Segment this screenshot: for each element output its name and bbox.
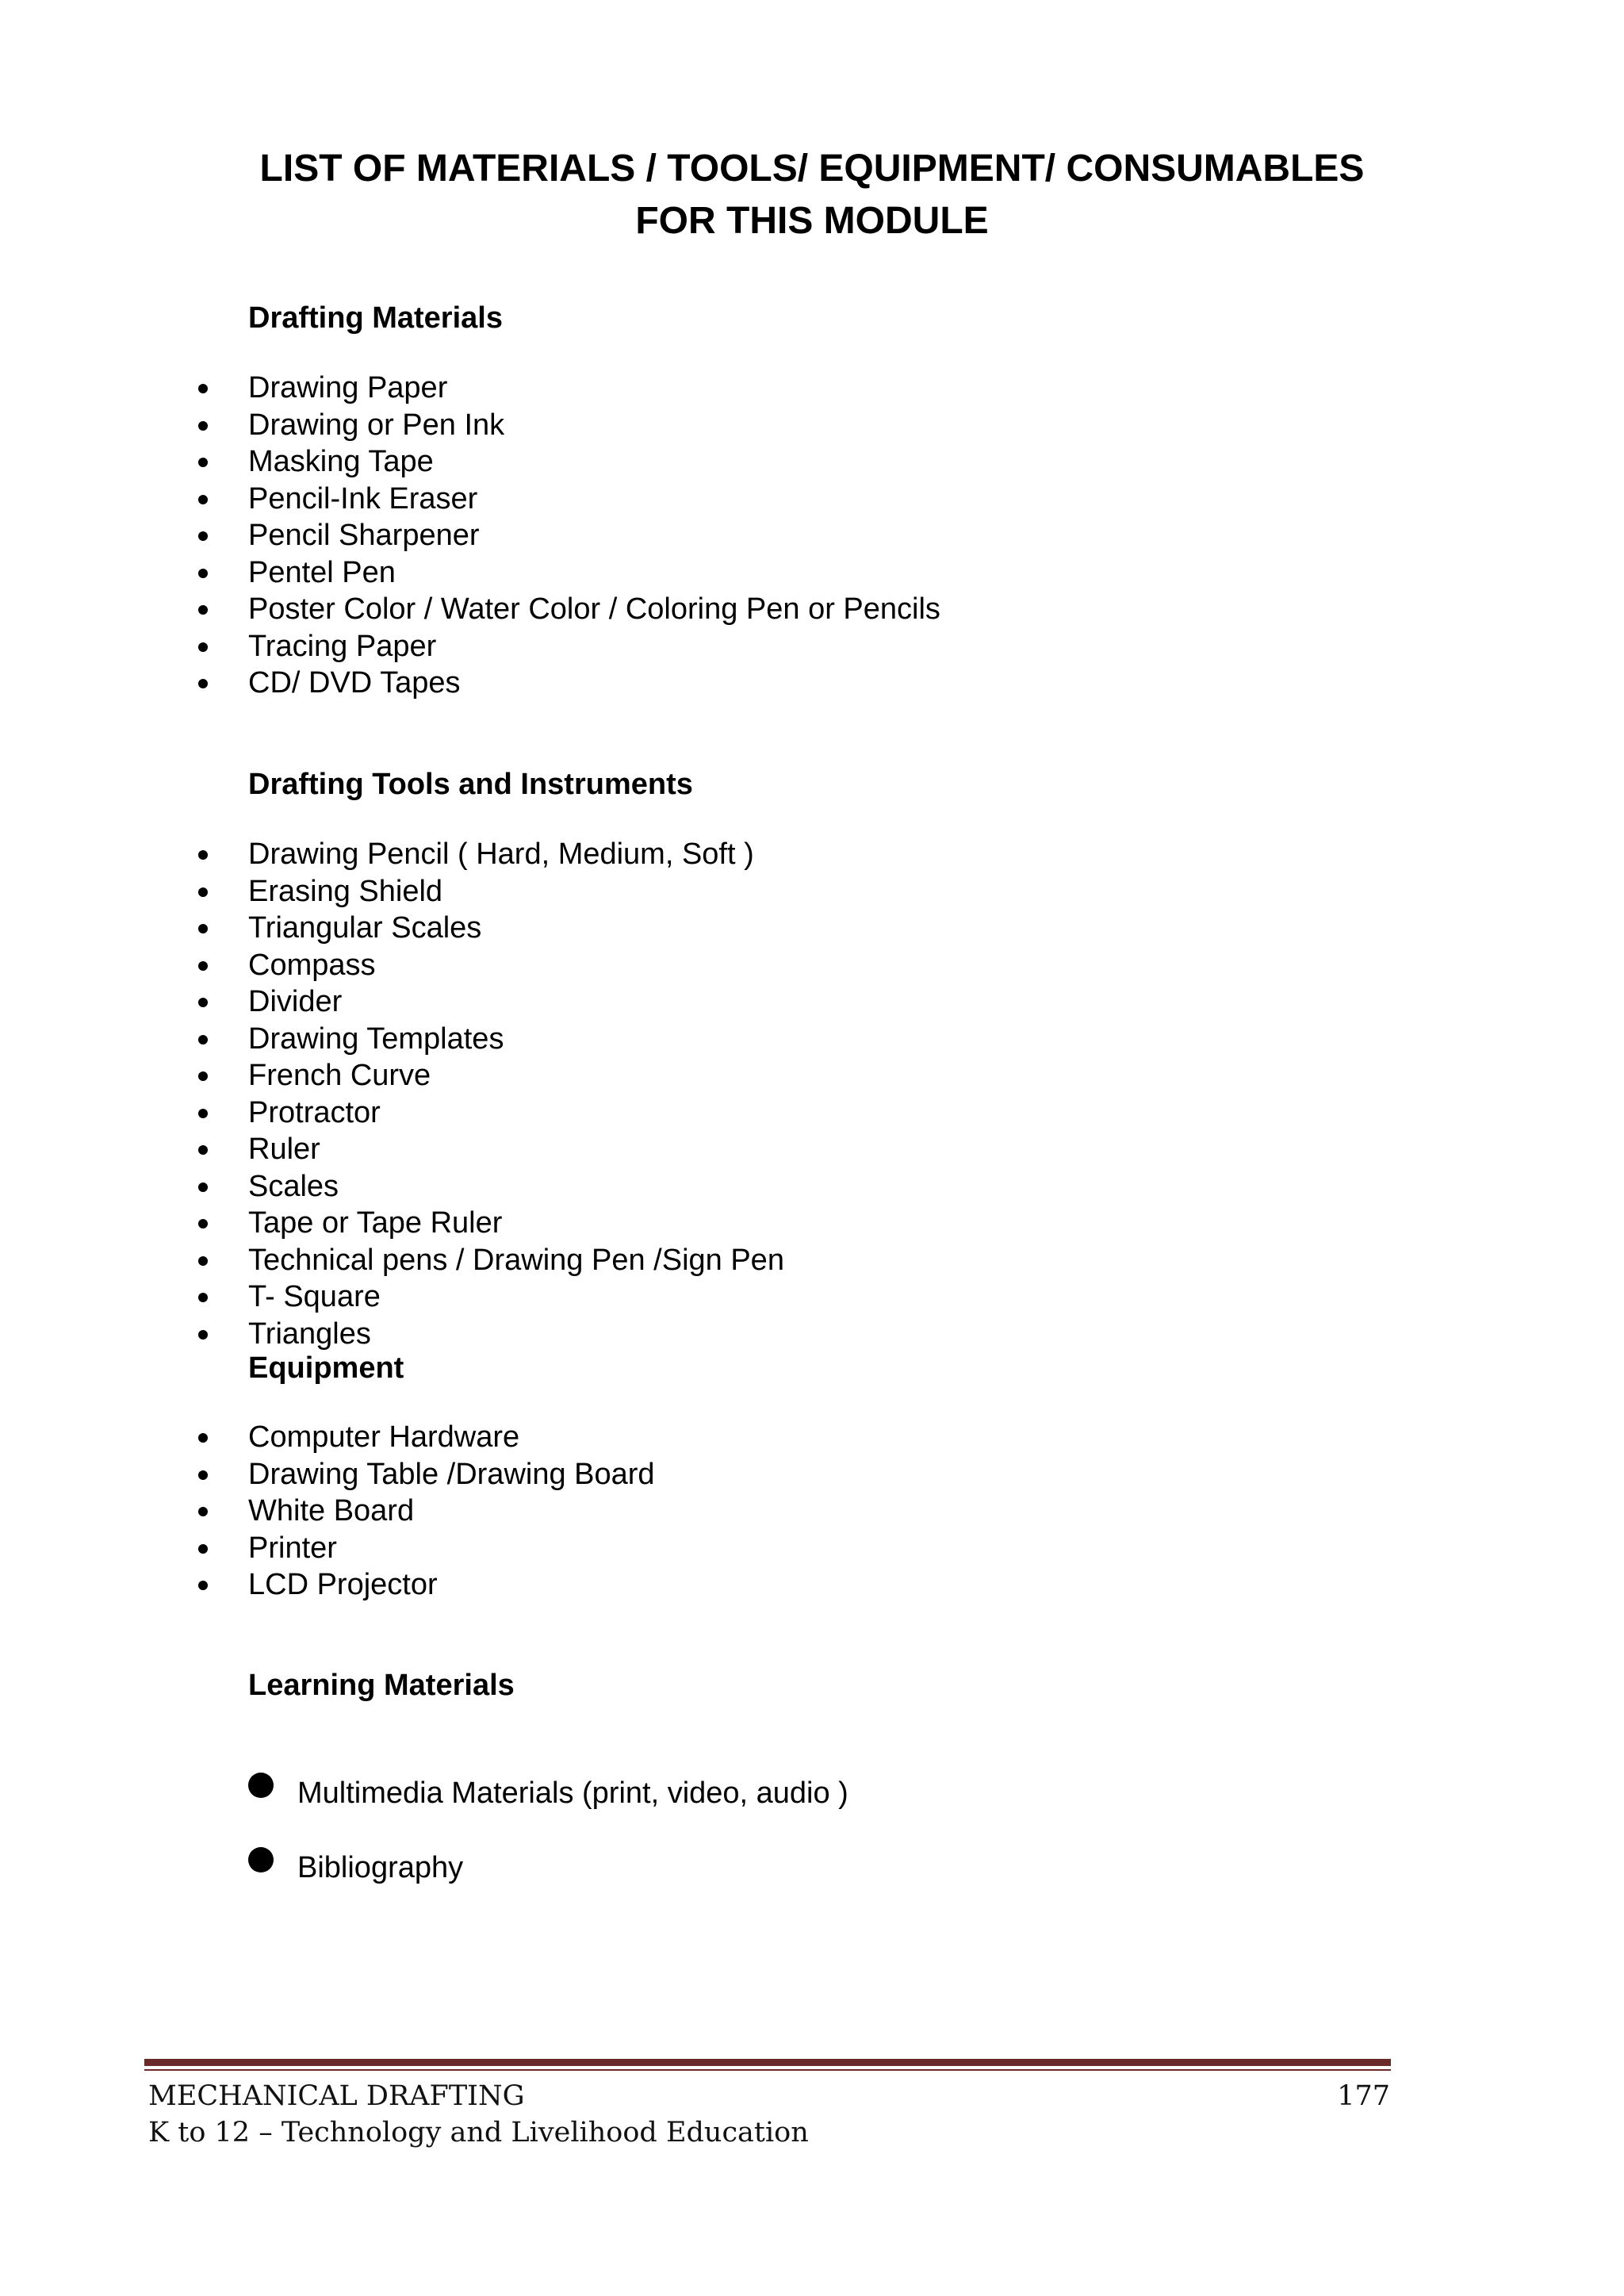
bullet-icon [198,887,208,897]
footer-divider [144,2059,1391,2071]
drafting-tools-list [0,836,784,1352]
list-item: CD/ DVD Tapes [0,665,940,702]
bullet-icon [198,924,208,933]
bullet-icon [198,1507,208,1516]
list-item: Pencil Sharpener [0,517,940,554]
bullet-icon [198,531,208,541]
equipment-list [0,1419,655,1604]
bullet-icon [198,961,208,971]
bullet-icon [198,1035,208,1045]
list-item: Ruler [0,1131,784,1168]
list-item: Poster Color / Water Color / Coloring Pen or Pencils [0,591,940,628]
list-item: Compass [0,947,784,984]
list-item: Pentel Pen [0,554,940,592]
list-item: White Board [0,1493,655,1530]
document-page: LIST OF MATERIALS / TOOLS/ EQUIPMENT/ CONSUMABLES FOR THIS MODULE Drafting Materials Drawing Paper Drawing or Pen Ink Masking Tape Pencil-Ink Eraser Pencil Sharpener Pentel Pen Poster Color / Water Color / Coloring Pen or Pencils Tracing Paper CD/ DVD Tapes Drafting Tools and Instruments Drawing Pencil ( Hard, Medium, Soft ) Erasing Shield Triangular Scales Compass Divider Drawing Templates French Curve Protractor Ruler Scales Tape or Tape Ruler Technical pens / Drawing Pen /Sign Pen T- Square Triangles Equipment Computer Hardware Drawing Table /Drawing Board White Board Printer LCD Projector Learning Materials Multimedia Materials (print, video, audio ) Bibliography MECHANICAL DRAFTING 177 K to 12 – Technology and Livelihood Education [0,0,1624,2296]
list-item: Computer Hardware [0,1419,655,1456]
list-item: Drawing or Pen Ink [0,407,940,444]
footer-subject: MECHANICAL DRAFTING [148,2080,525,2112]
section-heading-drafting-tools: Drafting Tools and Instruments [248,768,693,801]
list-item: Printer [0,1530,655,1567]
bullet-icon [198,1071,208,1081]
list-item: Drawing Paper [0,370,940,407]
bullet-icon [198,384,208,393]
bullet-icon [198,1293,208,1302]
list-item: Divider [0,983,784,1021]
bullet-icon [198,1109,208,1118]
bullet-icon [198,1182,208,1192]
bullet-icon [198,998,208,1007]
list-item: Drawing Table /Drawing Board [0,1456,655,1493]
bullet-icon [198,1433,208,1443]
bullet-icon [248,1847,274,1872]
page-title [0,143,1624,247]
list-item: Masking Tape [0,443,940,481]
bullet-icon [198,679,208,688]
bullet-icon [198,569,208,578]
list-item: Drawing Pencil ( Hard, Medium, Soft ) [0,836,784,873]
list-item: Triangles [0,1316,784,1353]
drafting-materials-list [0,370,940,702]
list-item: LCD Projector [0,1566,655,1604]
bullet-icon [198,642,208,652]
list-item: Protractor [0,1094,784,1132]
bullet-icon [198,495,208,504]
list-item: Erasing Shield [0,873,784,910]
bullet-icon [198,458,208,467]
bullet-icon [248,1773,274,1798]
bullet-icon [198,1330,208,1340]
bullet-icon [198,1581,208,1590]
list-item: Pencil-Ink Eraser [0,481,940,518]
page-number: 177 [1337,2080,1390,2112]
list-item: Triangular Scales [0,910,784,947]
footer-course: K to 12 – Technology and Livelihood Education [148,2117,809,2148]
bullet-icon [198,421,208,431]
bullet-icon [198,1544,208,1554]
section-heading-drafting-materials: Drafting Materials [248,301,503,335]
list-item: Tape or Tape Ruler [0,1205,784,1242]
section-heading-learning-materials: Learning Materials [248,1669,515,1702]
list-item: Tracing Paper [0,628,940,665]
section-heading-equipment: Equipment [248,1351,404,1385]
list-item: Scales [0,1168,784,1205]
bullet-icon [198,1145,208,1155]
bullet-icon [198,850,208,860]
title-line-2: FOR THIS MODULE [635,200,989,242]
title-line-1: LIST OF MATERIALS / TOOLS/ EQUIPMENT/ CONSUMABLES [259,148,1365,190]
bullet-icon [198,605,208,615]
bullet-icon [198,1219,208,1228]
list-item: French Curve [0,1057,784,1094]
list-item: Drawing Templates [0,1021,784,1058]
list-item: T- Square [0,1278,784,1316]
list-item: Technical pens / Drawing Pen /Sign Pen [0,1242,784,1279]
bullet-icon [198,1256,208,1266]
bullet-icon [198,1470,208,1480]
